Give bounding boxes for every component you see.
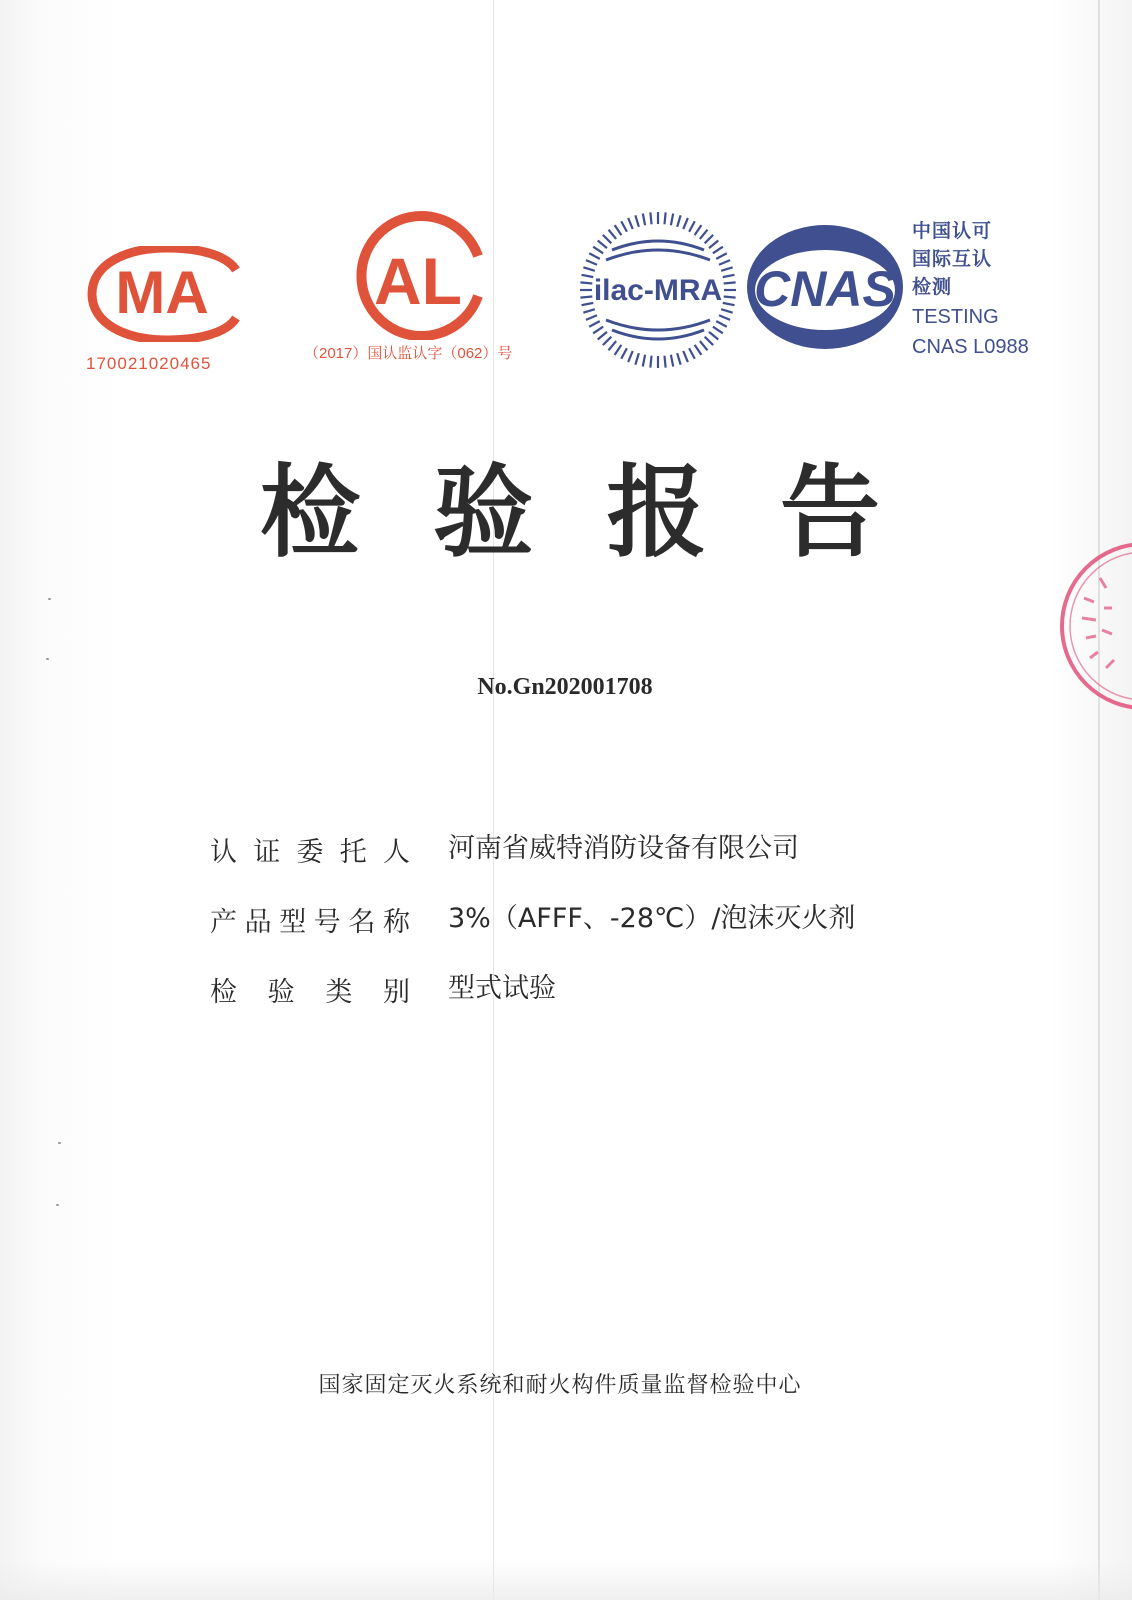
- ilac-ray: [580, 296, 592, 297]
- ilac-ray: [609, 341, 617, 350]
- ilac-ray: [589, 321, 600, 327]
- ilac-ray: [724, 282, 736, 283]
- ilac-mra-logo: [578, 210, 738, 370]
- cal-caption: （2017）国认监认字（062）号: [304, 345, 513, 362]
- title-char: 告: [779, 454, 880, 571]
- ilac-ray: [583, 267, 594, 270]
- ilac-ray: [721, 309, 732, 312]
- ilac-ray: [716, 253, 727, 259]
- ilac-ray: [683, 351, 688, 362]
- cnas-line-cn: 中国认可: [912, 221, 993, 242]
- ilac-ray: [615, 345, 622, 355]
- ilac-ray: [581, 275, 593, 277]
- scan-speck: [46, 658, 49, 660]
- seal-stamp: [1054, 538, 1132, 714]
- ilac-ray: [677, 353, 680, 364]
- scan-speck: [56, 1204, 59, 1206]
- field-value: 3%（AFFF、-28℃）/泡沫灭火剂: [448, 903, 856, 934]
- ilac-ray: [723, 275, 735, 277]
- field-label: 检验类别: [210, 977, 410, 1008]
- cnas-line-en: TESTING: [912, 306, 999, 328]
- ilac-ray: [643, 213, 645, 225]
- cnas-line-en: CNAS L0988: [912, 336, 1029, 358]
- ilac-ray: [643, 355, 645, 367]
- cma-logo-text: MA: [115, 259, 209, 326]
- ilac-ray: [724, 296, 736, 297]
- ilac-ray: [581, 303, 593, 305]
- ilac-ray: [628, 218, 633, 229]
- ilac-ray: [700, 341, 708, 350]
- cnas-logo-text: CNAS: [754, 261, 896, 317]
- ilac-ray: [705, 235, 713, 243]
- ilac-ray: [683, 218, 688, 229]
- ilac-ray: [586, 260, 597, 265]
- cal-logo: [352, 210, 492, 340]
- ilac-ray: [664, 356, 665, 368]
- ilac-ray: [671, 213, 673, 225]
- scan-speck: [48, 598, 51, 600]
- ilac-ray: [621, 348, 627, 359]
- ilac-ray: [615, 225, 622, 235]
- scan-shadow: [0, 1560, 1132, 1600]
- report-title: [260, 448, 880, 578]
- cnas-line-cn: 检测: [912, 277, 953, 298]
- ilac-ray: [695, 225, 702, 235]
- ilac-ray: [689, 221, 695, 232]
- field-value: 型式试验: [448, 973, 556, 1004]
- ilac-ray: [713, 247, 723, 254]
- ilac-logo-text: ilac-MRA: [593, 274, 723, 307]
- ilac-ray: [713, 327, 723, 334]
- ilac-ray: [689, 348, 695, 359]
- cma-logo: [86, 246, 248, 342]
- report-fields: [210, 820, 970, 1030]
- ilac-ray: [705, 337, 713, 345]
- ilac-ray: [723, 303, 735, 305]
- ilac-ray: [716, 321, 727, 327]
- ilac-ray: [650, 212, 651, 224]
- title-char: 报: [606, 454, 707, 571]
- cnas-logo: [740, 222, 910, 352]
- ilac-ray: [709, 241, 718, 249]
- cnas-line-cn: 国际互认: [912, 249, 993, 270]
- ilac-ray: [664, 212, 665, 224]
- field-row-client: [210, 820, 970, 890]
- ilac-ray: [603, 337, 611, 345]
- ilac-ray: [709, 332, 718, 340]
- ilac-ray: [677, 215, 680, 226]
- report-number: No.Gn202001708: [477, 674, 653, 700]
- cal-logo-text: AL: [374, 244, 462, 318]
- ilac-ray: [593, 327, 603, 334]
- ilac-ray: [586, 315, 597, 320]
- ilac-ray: [628, 351, 633, 362]
- scan-speck: [58, 1142, 61, 1144]
- ilac-ray: [721, 267, 732, 270]
- cma-code: 170021020465: [86, 354, 212, 373]
- ilac-ray: [635, 215, 638, 226]
- field-value: 河南省威特消防设备有限公司: [448, 833, 799, 864]
- ilac-ray: [598, 241, 607, 249]
- ilac-ray: [650, 356, 651, 368]
- ilac-ray: [635, 353, 638, 364]
- fold-line: [493, 0, 494, 1600]
- ilac-ray: [583, 309, 594, 312]
- issuing-organization: 国家固定灭火系统和耐火构件质量监督检验中心: [318, 1373, 802, 1398]
- title-char: 检: [260, 454, 360, 571]
- field-row-test-type: [210, 960, 970, 1030]
- field-label: 产品型号名称: [210, 907, 410, 938]
- ilac-ray: [700, 230, 708, 239]
- page-edge: [1098, 0, 1100, 1600]
- cnas-accreditation-text: [912, 218, 1052, 362]
- title-char: 验: [433, 454, 534, 571]
- ilac-ray: [609, 230, 617, 239]
- ilac-ray: [719, 315, 730, 320]
- field-row-product: [210, 890, 970, 960]
- ilac-ray: [598, 332, 607, 340]
- ilac-ray: [593, 247, 603, 254]
- field-label: 认证委托人: [210, 837, 410, 868]
- ilac-ray: [671, 355, 673, 367]
- ilac-ray: [580, 282, 592, 283]
- ilac-ray: [719, 260, 730, 265]
- ilac-ray: [603, 235, 611, 243]
- ilac-ray: [695, 345, 702, 355]
- ilac-ray: [589, 253, 600, 259]
- ilac-ray: [621, 221, 627, 232]
